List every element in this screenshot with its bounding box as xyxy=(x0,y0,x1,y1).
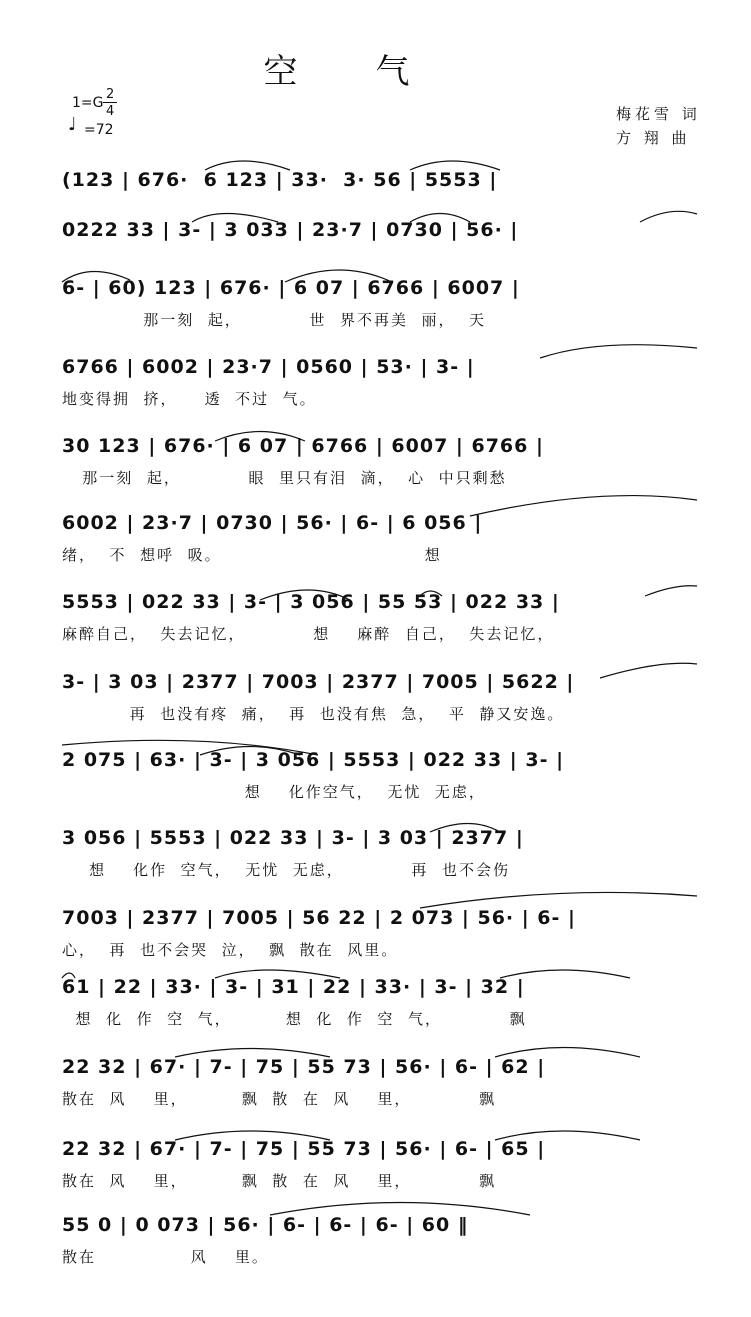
notation-line: 22 32 | 67· | 7- | 75 | 55 73 | 56· | 6- | 62 | xyxy=(62,1056,546,1078)
lyric-line: 散在 风 里。 xyxy=(62,1248,269,1266)
notation-line: 2 075 | 63· | 3- | 3 056 | 5553 | 022 33 | 3- | xyxy=(62,749,565,771)
notation-line: 22 32 | 67· | 7- | 75 | 55 73 | 56· | 6- | 65 | xyxy=(62,1138,546,1160)
notation-line: 0222 33 | 3- | 3 033 | 23·7 | 0730 | 56· | xyxy=(62,219,519,241)
notation-line: 30 123 | 676· | 6 07 | 6766 | 6007 | 6766 | xyxy=(62,435,544,457)
notation-line: 5553 | 022 33 | 3- | 3 056 | 55 53 | 022 33 | xyxy=(62,591,560,613)
lyric-line: 绪， 不 想呼 吸。 想 xyxy=(62,546,442,564)
lyric-line: 那一刻 起， 世 界不再美 丽， 天 xyxy=(62,311,487,329)
notation-line: 3- | 3 03 | 2377 | 7003 | 2377 | 7005 | 5622 | xyxy=(62,671,575,693)
notation-line: 6766 | 6002 | 23·7 | 0560 | 53· | 3- | xyxy=(62,356,475,378)
tempo-mark: =72 xyxy=(84,122,114,138)
lyric-line: 想 化作 空气， 无忧 无虑， 再 也不会伤 xyxy=(62,861,510,879)
notation-line: 3 056 | 5553 | 022 33 | 3- | 3 03 | 2377 | xyxy=(62,827,524,849)
time-signature-top: 2 xyxy=(106,87,115,102)
notation-line: 61 | 22 | 33· | 3- | 31 | 22 | 33· | 3- | 32 | xyxy=(62,976,525,998)
lyric-line: 心， 再 也不会哭 泣， 飘 散在 风里。 xyxy=(62,941,399,959)
lyric-line: 散在 风 里， 飘 散 在 风 里， 飘 xyxy=(62,1090,497,1108)
lyric-line: 散在 风 里， 飘 散 在 风 里， 飘 xyxy=(62,1172,497,1190)
notation-line: 6- | 60) 123 | 676· | 6 07 | 6766 | 6007 | xyxy=(62,277,520,299)
time-signature-bottom: 4 xyxy=(106,104,115,119)
notation-line: (123 | 676· 6 123 | 33· 3· 56 | 5553 | xyxy=(62,169,498,191)
lyric-line: 地变得拥 挤， 透 不过 气。 xyxy=(62,390,317,408)
quarter-note-icon: ♩ xyxy=(68,114,77,135)
composer-credit: 方 翔 曲 xyxy=(616,129,691,147)
notation-line: 7003 | 2377 | 7005 | 56 22 | 2 073 | 56· | 6- | xyxy=(62,907,576,929)
song-title: 空气 xyxy=(263,52,488,92)
lyric-line: 麻醉自己， 失去记忆， 想 麻醉 自己， 失去记忆， xyxy=(62,625,555,643)
lyricist-credit: 梅花雪 词 xyxy=(616,105,701,123)
lyric-line: 想 化作空气， 无忧 无虑， xyxy=(62,783,486,801)
key-signature: 1=G xyxy=(72,95,104,111)
lyric-line: 那一刻 起， 眼 里只有泪 滴， 心 中只剩愁 xyxy=(62,469,507,487)
lyric-line: 再 也没有疼 痛， 再 也没有焦 急， 平 静又安逸。 xyxy=(62,705,565,723)
notation-line: 55 0 | 0 073 | 56· | 6- | 6- | 6- | 60 ‖ xyxy=(62,1214,469,1236)
lyric-line: 想 化 作 空 气， 想 化 作 空 气， 飘 xyxy=(62,1010,527,1028)
notation-line: 6002 | 23·7 | 0730 | 56· | 6- | 6 056 | xyxy=(62,512,483,534)
